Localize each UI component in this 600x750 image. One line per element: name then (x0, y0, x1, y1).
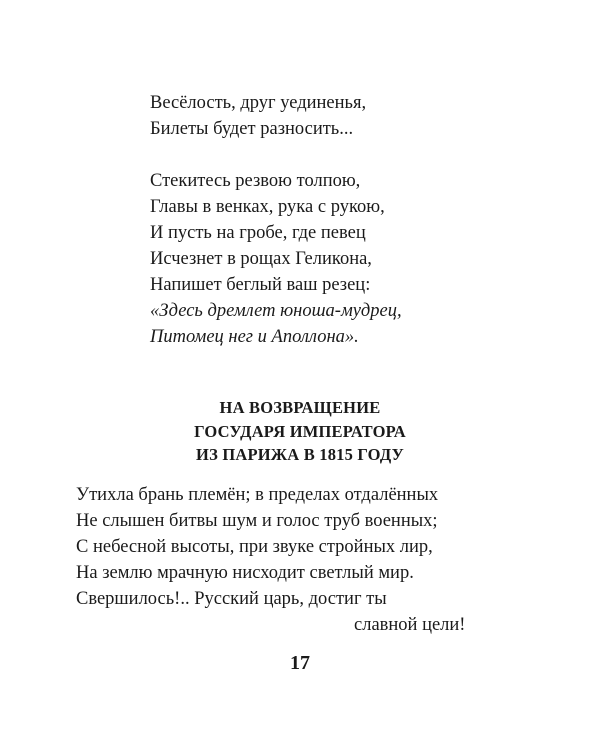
epitaph-line: «Здесь дремлет юноша-мудрец, (150, 301, 402, 321)
verse-line: Напишет беглый ваш резец: (150, 275, 371, 295)
verse-line-continuation: славной цели! (354, 615, 466, 635)
verse-line: Свершилось!.. Русский царь, достиг ты (76, 589, 387, 609)
poem-title-line: НА ВОЗВРАЩЕНИЕ (219, 398, 381, 417)
verse-line: Утихла брань племён; в пределах отдалённых (76, 485, 439, 505)
epitaph-line: Питомец нег и Аполлона». (150, 327, 359, 347)
verse-line: Главы в венках, рука с рукою, (150, 197, 385, 217)
poem-title-line: ИЗ ПАРИЖА В 1815 ГОДУ (196, 445, 404, 464)
verse-line: И пусть на гробе, где певец (150, 223, 366, 243)
poem-stanza (150, 90, 366, 142)
poem-body (76, 482, 465, 638)
verse-line: Исчезнет в рощах Геликона, (150, 249, 372, 269)
verse-line: С небесной высоты, при звуке стройных лир, (76, 537, 433, 557)
poem-stanza (150, 168, 402, 350)
verse-line: Не слышен битвы шум и голос труб военных; (76, 511, 438, 531)
verse-line: На землю мрачную нисходит светлый мир. (76, 563, 414, 583)
verse-line: Стекитесь резвою толпою, (150, 171, 361, 191)
page-number: 17 (290, 652, 310, 674)
verse-line: Весёлость, друг уединенья, (150, 93, 367, 113)
poem-title (0, 396, 600, 467)
verse-line: Билеты будет разносить... (150, 119, 354, 139)
poem-title-line: ГОСУДАРЯ ИМПЕРАТОРА (194, 421, 406, 441)
